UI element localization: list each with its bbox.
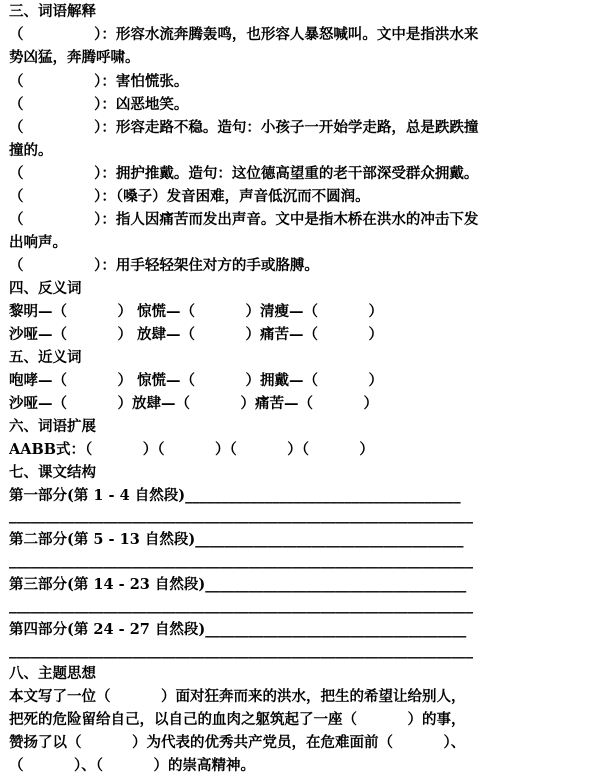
definition-line: （ ）：形容走路不稳。造句：小孩子一开始学走路，总是跌跌撞 bbox=[9, 119, 479, 136]
structure-part: 第二部分(第 5 - 13 自然段)_____________________________________ bbox=[9, 531, 464, 548]
word-expansion-row: AABB式：（ ）（ ）（ ）（ ） bbox=[9, 441, 374, 458]
synonym-row: 咆哮—（ ） 惊慌—（ ）拥戴—（ ） bbox=[9, 372, 383, 389]
definition-line: （ ）：（嗓子）发音困难，声音低沉而不圆润。 bbox=[9, 188, 370, 205]
theme-line: （ ）、（ ）的崇高精神。 bbox=[9, 757, 255, 774]
definition-line: （ ）：形容水流奔腾轰鸣，也形容人暴怒喊叫。文中是指洪水来 bbox=[9, 26, 479, 43]
definition-line: （ ）：害怕慌张。 bbox=[9, 73, 189, 90]
structure-part: 第一部分(第 1 - 4 自然段)______________________________________ bbox=[9, 487, 461, 504]
definition-line: （ ）：凶恶地笑。 bbox=[9, 96, 189, 113]
section-8-heading: 八、主题思想 bbox=[9, 665, 96, 682]
synonym-row: 沙哑—（ ）放肆—（ ）痛苦—（ ） bbox=[9, 395, 378, 412]
section-3-heading: 三、词语解释 bbox=[9, 3, 96, 20]
section-4-heading: 四、反义词 bbox=[9, 280, 82, 297]
definition-line: （ ）：指人因痛苦而发出声音。文中是指木桥在洪水的冲击下发 bbox=[9, 211, 479, 228]
answer-line: ________________________________________________________________ bbox=[9, 507, 473, 524]
structure-part: 第三部分(第 14 - 23 自然段)____________________________________ bbox=[9, 576, 467, 593]
answer-line: ________________________________________________________________ bbox=[9, 552, 473, 569]
section-7-heading: 七、课文结构 bbox=[9, 464, 96, 481]
theme-line: 把死的危险留给自己，以自己的血肉之躯筑起了一座（ ）的事， bbox=[9, 711, 466, 728]
section-6-heading: 六、词语扩展 bbox=[9, 418, 96, 435]
definition-line: 撞的。 bbox=[9, 142, 53, 159]
structure-part: 第四部分(第 24 - 27 自然段)____________________________________ bbox=[9, 621, 467, 638]
section-5-heading: 五、近义词 bbox=[9, 349, 82, 366]
definition-line: （ ）：拥护推戴。造句：这位德高望重的老干部深受群众拥戴。 bbox=[9, 165, 479, 182]
answer-line: ________________________________________________________________ bbox=[9, 597, 473, 614]
theme-line: 本文写了一位（ ）面对狂奔而来的洪水，把生的希望让给别人， bbox=[9, 688, 466, 705]
antonym-row: 沙哑—（ ） 放肆—（ ）痛苦—（ ） bbox=[9, 326, 383, 343]
antonym-row: 黎明—（ ） 惊慌—（ ）清瘦—（ ） bbox=[9, 303, 383, 320]
definition-line: 出响声。 bbox=[9, 234, 67, 251]
definition-line: （ ）：用手轻轻架住对方的手或胳膊。 bbox=[9, 257, 319, 274]
answer-line: ________________________________________________________________ bbox=[9, 642, 473, 659]
definition-line: 势凶猛，奔腾呼啸。 bbox=[9, 49, 140, 66]
theme-line: 赞扬了以（ ）为代表的优秀共产党员，在危难面前（ ）、 bbox=[9, 734, 466, 751]
